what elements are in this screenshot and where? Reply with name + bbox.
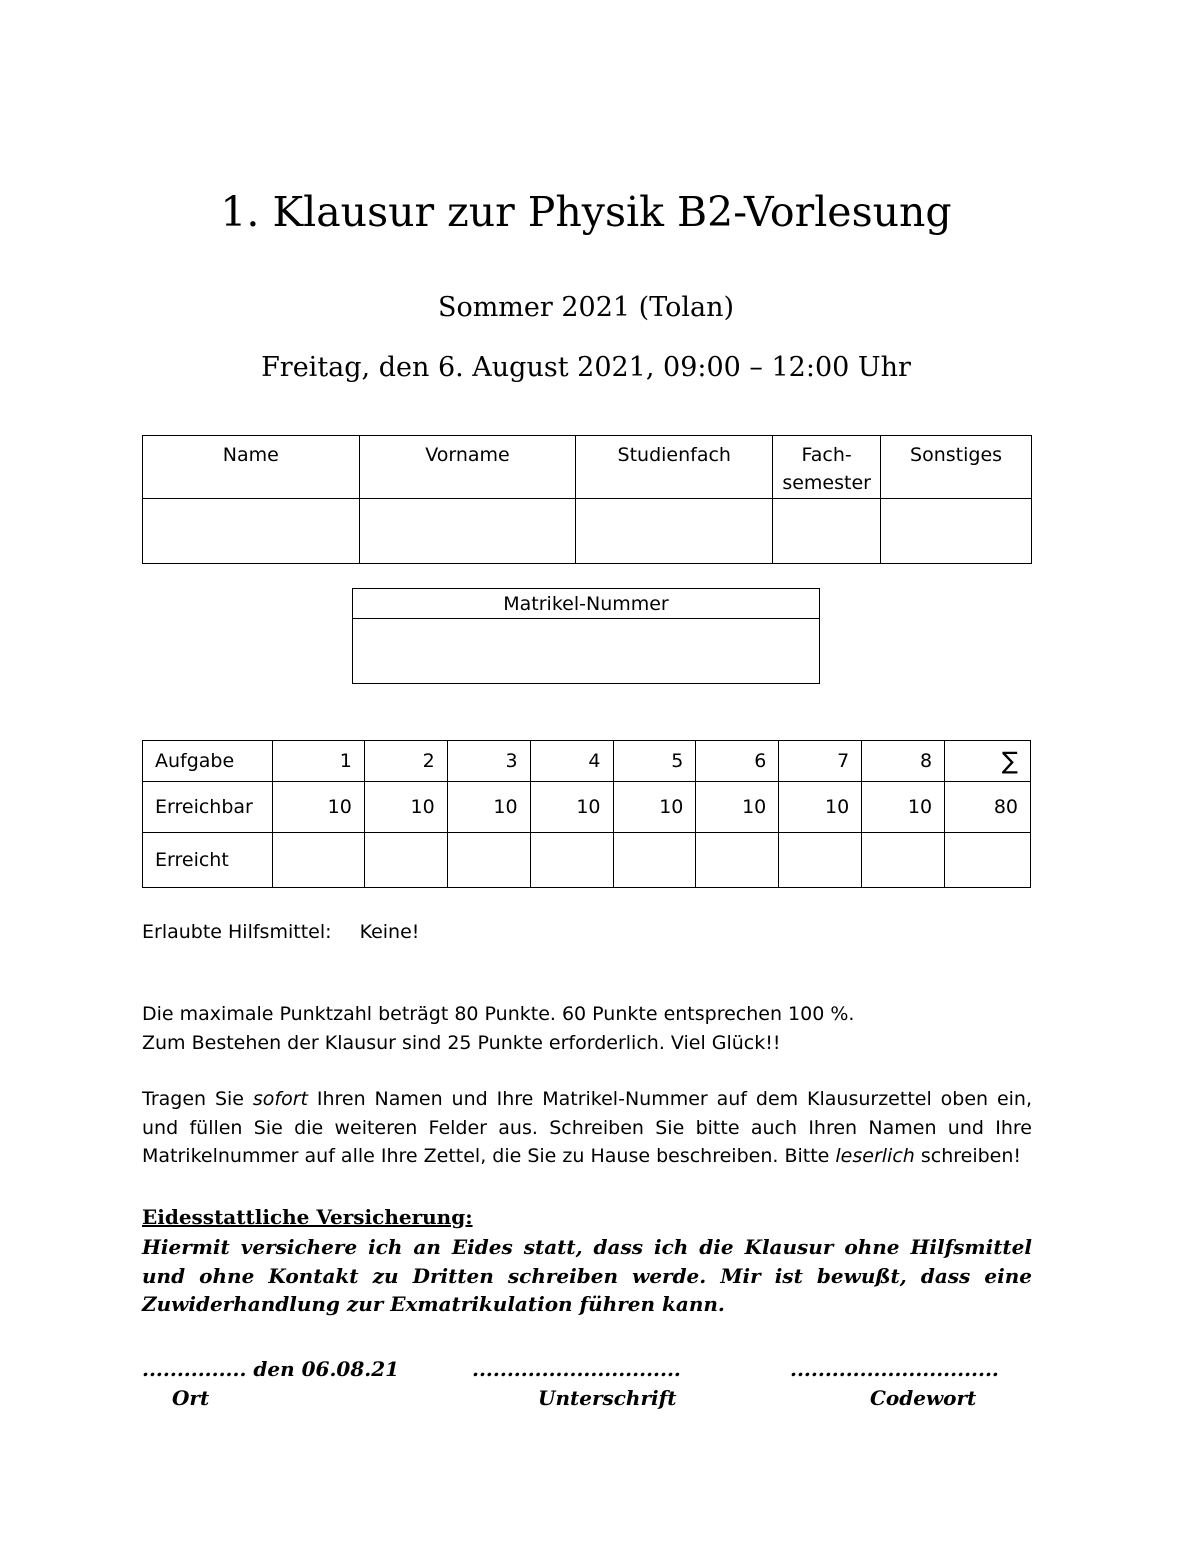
max-points-cell: 10 bbox=[696, 782, 779, 833]
exam-title: 1. Klausur zur Physik B2-Vorlesung bbox=[220, 188, 952, 236]
sonstiges-header: Sonstiges bbox=[881, 436, 1032, 499]
signature-line[interactable]: .............................. bbox=[472, 1357, 681, 1381]
fachsemester-header-line1: Fach- bbox=[801, 444, 852, 466]
max-points-cell: 10 bbox=[364, 782, 447, 833]
task-number: 8 bbox=[862, 741, 945, 782]
achieved-cell[interactable] bbox=[862, 833, 945, 888]
signature-place-date-line[interactable]: ............... den 06.08.21 bbox=[142, 1357, 400, 1381]
max-points-cell: 10 bbox=[447, 782, 530, 833]
achieved-cell[interactable] bbox=[779, 833, 862, 888]
allowed-aids bbox=[142, 918, 419, 947]
task-number: 6 bbox=[696, 741, 779, 782]
allowed-aids-label: Erlaubte Hilfsmittel: bbox=[142, 921, 332, 943]
matrikel-header: Matrikel-Nummer bbox=[353, 589, 820, 619]
name-field[interactable] bbox=[143, 499, 360, 564]
exam-date: Freitag, den 6. August 2021, 09:00 – 12:00 Uhr bbox=[261, 352, 911, 383]
sum-symbol: ∑ bbox=[945, 741, 1031, 782]
codeword-label: Codewort bbox=[870, 1386, 977, 1410]
points-info-line: Die maximale Punktzahl beträgt 80 Punkte. 60 Punkte entsprechen 100 %. bbox=[142, 1003, 855, 1025]
achieved-total[interactable] bbox=[945, 833, 1031, 888]
vorname-field[interactable] bbox=[359, 499, 576, 564]
studienfach-header: Studienfach bbox=[576, 436, 773, 499]
achieved-row bbox=[143, 833, 1031, 888]
score-table bbox=[142, 740, 1031, 888]
task-number: 3 bbox=[447, 741, 530, 782]
task-number: 7 bbox=[779, 741, 862, 782]
instructions-text: schreiben! bbox=[914, 1145, 1022, 1167]
achieved-cell[interactable] bbox=[696, 833, 779, 888]
fachsemester-field[interactable] bbox=[773, 499, 881, 564]
codeword-line[interactable]: .............................. bbox=[790, 1357, 999, 1381]
vorname-header: Vorname bbox=[359, 436, 576, 499]
max-points-cell: 10 bbox=[613, 782, 696, 833]
task-row-label: Aufgabe bbox=[143, 741, 273, 782]
max-points-cell: 10 bbox=[272, 782, 364, 833]
name-header: Name bbox=[143, 436, 360, 499]
achieved-cell[interactable] bbox=[530, 833, 613, 888]
max-points-cell: 10 bbox=[862, 782, 945, 833]
signature-label: Unterschrift bbox=[538, 1386, 677, 1410]
instructions-text: Ihren Namen und Ihre Matrikel-Nummer auf dem Klausurzettel oben ein, und füllen Sie die weiteren Felder aus. Schreiben Sie bitte auch Ihren Namen und Ihre Matrikelnummer auf alle Ihre Zettel, die Sie zu Hause beschreiben. Bitte bbox=[142, 1088, 1032, 1167]
fachsemester-header-line2: semester bbox=[782, 472, 871, 494]
achieved-row-label: Erreicht bbox=[143, 833, 273, 888]
exam-term: Sommer 2021 (Tolan) bbox=[437, 292, 735, 323]
fachsemester-header bbox=[773, 436, 881, 499]
points-info bbox=[142, 1000, 1032, 1057]
achieved-cell[interactable] bbox=[364, 833, 447, 888]
instructions-text: Tragen Sie bbox=[142, 1088, 253, 1110]
points-info-line: Zum Bestehen der Klausur sind 25 Punkte erforderlich. Viel Glück!! bbox=[142, 1031, 781, 1054]
achieved-cell[interactable] bbox=[447, 833, 530, 888]
max-points-row bbox=[143, 782, 1031, 833]
oath-text: Hiermit versichere ich an Eides statt, dass ich die Klausur ohne Hilfsmittel und ohne Kontakt zu Dritten schreiben werde. Mir ist bewußt, dass eine Zuwiderhandlung zur Exmatrikulation führen kann. bbox=[142, 1235, 1032, 1316]
task-number: 1 bbox=[272, 741, 364, 782]
oath-heading: Eidesstattliche Versicherung: bbox=[142, 1205, 473, 1229]
max-points-cell: 10 bbox=[530, 782, 613, 833]
max-points-total: 80 bbox=[945, 782, 1031, 833]
achieved-cell[interactable] bbox=[613, 833, 696, 888]
signature-place-label: Ort bbox=[172, 1386, 210, 1410]
sonstiges-field[interactable] bbox=[881, 499, 1032, 564]
instructions-emphasis: sofort bbox=[252, 1088, 308, 1110]
matrikel-table bbox=[352, 588, 820, 684]
max-points-cell: 10 bbox=[779, 782, 862, 833]
instructions-paragraph bbox=[142, 1085, 1032, 1171]
student-info-table bbox=[142, 435, 1032, 564]
task-number: 4 bbox=[530, 741, 613, 782]
instructions-emphasis: leserlich bbox=[835, 1145, 915, 1167]
task-number: 2 bbox=[364, 741, 447, 782]
studienfach-field[interactable] bbox=[576, 499, 773, 564]
achieved-cell[interactable] bbox=[272, 833, 364, 888]
task-number: 5 bbox=[613, 741, 696, 782]
matrikel-field[interactable] bbox=[353, 619, 820, 684]
max-points-row-label: Erreichbar bbox=[143, 782, 273, 833]
allowed-aids-value: Keine! bbox=[359, 921, 420, 943]
task-row bbox=[143, 741, 1031, 782]
